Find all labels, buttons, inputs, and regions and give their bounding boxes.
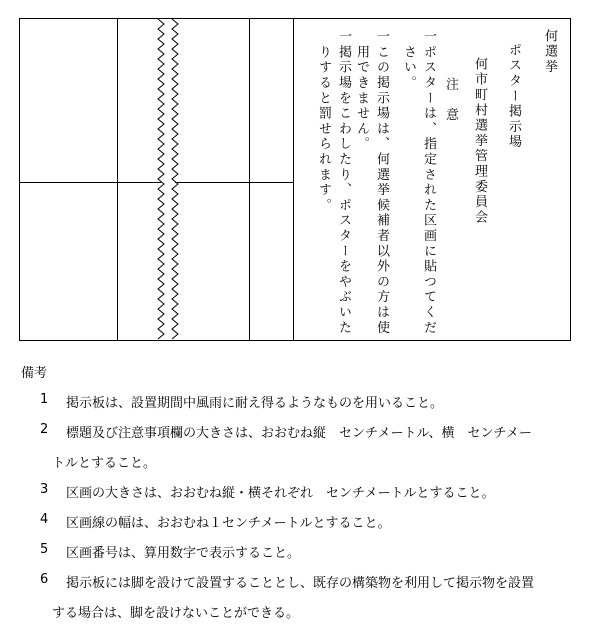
poster-title-line1: 何選挙 (542, 29, 557, 75)
break-lines (20, 19, 200, 342)
grid-line (249, 19, 250, 340)
remark-text: 区画番号は、算用数字で表示すること。 (66, 546, 301, 561)
note-line: りすると罰せられます。 (316, 45, 331, 214)
remark-number: 3 (40, 482, 49, 497)
remarks-title: 備考 (21, 366, 48, 381)
remark-number: 1 (40, 392, 49, 407)
remark-text: 区画線の幅は、おおむね１センチメートルとすること。 (66, 516, 391, 531)
remark-continuation: トルとすること。 (52, 456, 157, 471)
remark-number: 5 (40, 542, 49, 557)
break-line-left (158, 19, 164, 339)
note-bullet: 一 (421, 29, 436, 45)
note-bullet: 一 (336, 29, 351, 45)
remark-number: 6 (40, 572, 49, 587)
poster-title-line2: ポスター掲示場 (506, 43, 521, 151)
note-line: さい。 (401, 45, 416, 91)
issuer-name: 何市町村選挙管理委員会 (472, 57, 487, 226)
note-line: この掲示場は、何選挙候補者以外の方は使 (374, 45, 389, 336)
remark-text: 区画の大きさは、おおむね縦・横それぞれ センチメートルとすること。 (66, 486, 495, 501)
remark-number: 4 (40, 512, 49, 527)
notice-divider (293, 19, 294, 340)
notice-heading: 注 意 (443, 77, 458, 123)
break-line-right (172, 19, 178, 339)
note-line: ポスターは、指定された区画に貼つてくだ (421, 45, 436, 336)
note-line: 掲示場をこわしたり、ポスターをやぶいた (336, 45, 351, 336)
note-line: 用できません。 (354, 45, 369, 153)
remark-number: 2 (40, 422, 49, 437)
remark-text: 掲示板には脚を設けて設置することとし、既存の構築物を利用して掲示物を設置 (66, 576, 535, 591)
remark-continuation: する場合は、脚を設けないことができる。 (52, 606, 300, 621)
remark-text: 掲示板は、設置期間中風雨に耐え得るようなものを用いること。 (66, 396, 444, 411)
remark-text: 標題及び注意事項欄の大きさは、おおむね縦 センチメートル、横 センチメー (66, 426, 532, 441)
note-bullet: 一 (374, 29, 389, 45)
poster-board-diagram (19, 18, 571, 341)
